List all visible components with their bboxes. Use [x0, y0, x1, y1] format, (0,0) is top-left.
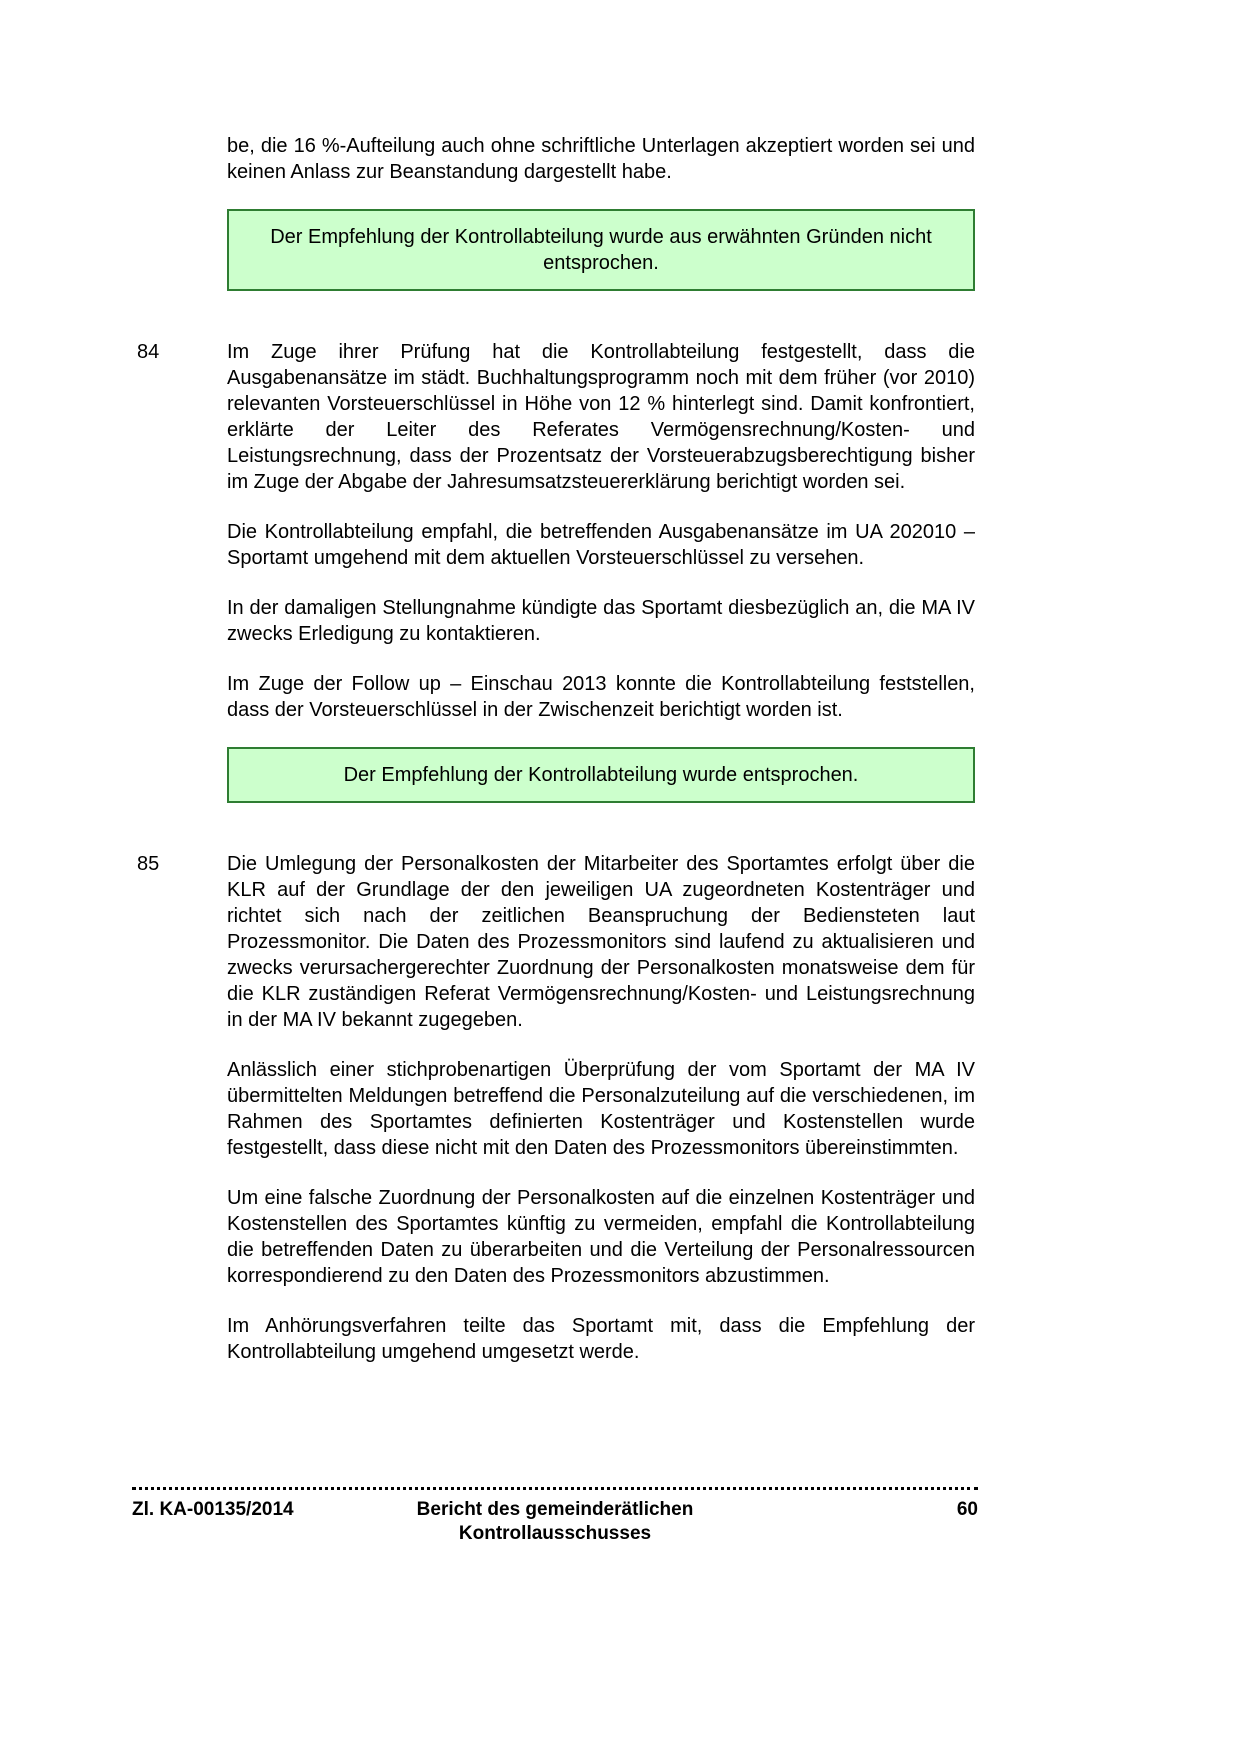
recommendation-box-1-row: [137, 209, 975, 339]
continuation-paragraph-row: [137, 133, 975, 209]
recommendation-box-1-column: [227, 209, 975, 339]
left-gutter: [137, 133, 227, 209]
document-content: [137, 133, 975, 1389]
section-85-paragraph-2: Anlässlich einer stichprobenartigen Überprüfung der vom Sportamt der MA IV übermittelten Meldungen betreffend die Personalzuteilung auf die verschiedenen, im Rahmen des Sportamtes definierten Kostenträger und Kostenstellen wurde festgestellt, dass diese nicht mit den Daten des Prozessmonitors übereinstimmten.: [227, 1059, 975, 1159]
continuation-paragraph: be, die 16 %-Aufteilung auch ohne schriftliche Unterlagen akzeptiert worden sei und keinen Anlass zur Beanstandung dargestellt habe.: [227, 135, 975, 183]
footer-text-row: [132, 1498, 978, 1546]
recommendation-box-1-text: Der Empfehlung der Kontrollabteilung wurde aus erwähnten Gründen nicht entsprochen.: [270, 226, 932, 274]
section-84-paragraph-3: In der damaligen Stellungnahme kündigte das Sportamt diesbezüglich an, die MA IV zwecks Erledigung zu kontaktieren.: [227, 597, 975, 645]
page-footer: [132, 1487, 978, 1546]
section-85-paragraph-3: Um eine falsche Zuordnung der Personalkosten auf die einzelnen Kostenträger und Kostenstellen des Sportamtes künftig zu vermeiden, empfahl die Kontrollabteilung die betreffenden Daten zu überarbeiten und die Verteilung der Personalressourcen korrespondierend zu den Daten des Prozessmonitors abzustimmen.: [227, 1187, 975, 1287]
section-84-body: [227, 339, 975, 747]
section-85-body: [227, 851, 975, 1389]
recommendation-box-2-text: Der Empfehlung der Kontrollabteilung wurde entsprochen.: [343, 764, 859, 786]
recommendation-box-2-row: [137, 747, 975, 851]
footer-page-number: 60: [956, 1499, 978, 1520]
section-84: [137, 339, 975, 747]
section-85: [137, 851, 975, 1389]
section-84-paragraph-4: Im Zuge der Follow up – Einschau 2013 konnte die Kontrollabteilung feststellen, dass der Vorsteuerschlüssel in der Zwischenzeit berichtigt worden ist.: [227, 673, 975, 721]
section-84-paragraph-2: Die Kontrollabteilung empfahl, die betreffenden Ausgabenansätze im UA 202010 – Sportamt umgehend mit dem aktuellen Vorsteuerschlüssel zu versehen.: [227, 521, 975, 569]
recommendation-box-2: [227, 747, 975, 803]
section-84-number: 84: [137, 341, 160, 363]
recommendation-box-2-column: [227, 747, 975, 851]
footer-report-title: Bericht des gemeinderätlichen Kontrollausschusses: [416, 1499, 694, 1544]
section-85-number: 85: [137, 853, 160, 875]
continuation-text-column: [227, 133, 975, 209]
section-85-paragraph-4: Im Anhörungsverfahren teilte das Sportamt mit, dass die Empfehlung der Kontrollabteilung umgehend umgesetzt werde.: [227, 1315, 975, 1363]
section-84-paragraph-1: Im Zuge ihrer Prüfung hat die Kontrollabteilung festgestellt, dass die Ausgabenansätze im städt. Buchhaltungsprogramm noch mit dem früher (vor 2010) relevanten Vorsteuerschlüssel in Höhe von 12 % hinterlegt sind. Damit konfrontiert, erklärte der Leiter des Referates Vermögensrechnung/Kosten- und Leistungsrechnung, dass der Prozentsatz der Vorsteuerabzugsberechtigung bisher im Zuge der Abgabe der Jahresumsatzsteuererklärung berichtigt worden sei.: [227, 341, 975, 493]
footer-reference: Zl. KA-00135/2014: [132, 1499, 294, 1520]
section-85-paragraph-1: Die Umlegung der Personalkosten der Mitarbeiter des Sportamtes erfolgt über die KLR auf der Grundlage der den jeweiligen UA zugeordneten Kostenträger und richtet sich nach der zeitlichen Beanspruchung der Bediensteten laut Prozessmonitor. Die Daten des Prozessmonitors sind laufend zu aktualisieren und zwecks verursachergerechter Zuordnung der Personalkosten monatsweise dem für die KLR zuständigen Referat Vermögensrechnung/Kosten- und Leistungsrechnung in der MA IV bekannt zugegeben.: [227, 853, 975, 1031]
left-gutter: [137, 747, 227, 851]
footer-dotted-line: [132, 1487, 978, 1490]
left-gutter: [137, 209, 227, 339]
recommendation-box-1: [227, 209, 975, 291]
